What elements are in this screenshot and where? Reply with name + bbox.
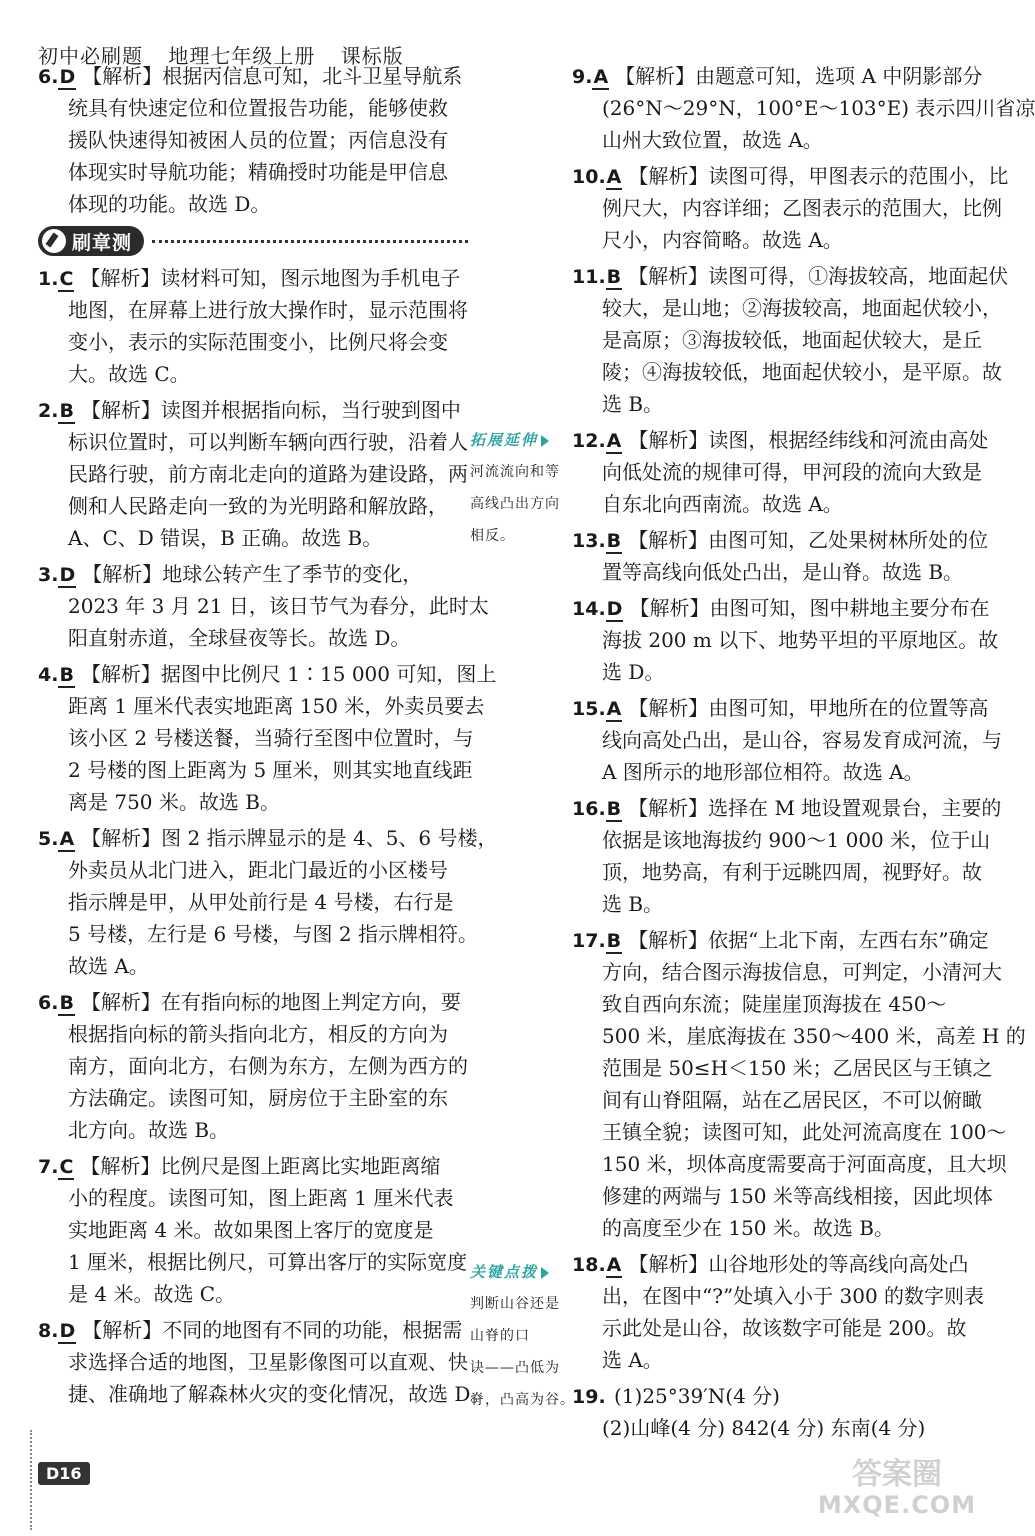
explanation-text: 捷、准确地了解森林火灾的变化情况，故选 D。 — [68, 1382, 491, 1406]
dotted-divider — [152, 240, 468, 243]
answer-line — [38, 786, 468, 818]
answer-item — [38, 1150, 468, 1310]
explanation-text: 【解析】山谷地形处的等高线向高处凸 — [628, 1252, 969, 1276]
answer-item — [572, 160, 1009, 256]
answer-line — [572, 160, 1009, 192]
sidenote-line: 诀——凸低为 — [470, 1360, 560, 1376]
page-edge-dots — [30, 1430, 32, 1530]
answer-line — [572, 1116, 1007, 1148]
pen-icon — [42, 229, 66, 253]
answer-line — [572, 1312, 982, 1344]
explanation-text: 离是 750 米。故选 B。 — [68, 790, 280, 814]
answer-choice: A — [606, 1254, 622, 1276]
sidenote-line: 相反。 — [470, 528, 515, 544]
explanation-text: 修建的两端与 150 米等高线相接，因此坝体 — [602, 1184, 993, 1208]
answer-line — [572, 656, 982, 688]
question-number — [572, 161, 628, 193]
explanation-text: 向低处流的规律可得，甲河段的流向大致是 — [602, 460, 982, 484]
explanation-text: 该小区 2 号楼送餐，当骑行至图中位置时，与 — [68, 726, 474, 750]
answer-line — [572, 724, 1002, 756]
explanation-text: 方法确定。读图可知，厨房位于主卧室的东 — [68, 1086, 448, 1110]
explanation-text: 大。故选 C。 — [68, 362, 190, 386]
header-subject: 地理七年级上册 — [168, 44, 316, 68]
explanation-text: 【解析】由图可知，甲地所在的位置等高 — [628, 696, 989, 720]
answer-line — [38, 986, 468, 1018]
answer-line — [38, 950, 468, 982]
question-number — [572, 1381, 614, 1413]
sidenote-title-text: 拓展延伸 — [470, 431, 539, 449]
answer-line — [572, 1180, 993, 1212]
answer-line — [572, 556, 982, 588]
explanation-text: (2)山峰(4 分) 842(4 分) 东南(4 分) — [602, 1416, 926, 1440]
question-number — [572, 61, 615, 93]
sidenote-title-text: 关键点拨 — [470, 1263, 539, 1281]
explanation-text: 致自西向东流；陡崖崖顶海拔在 450～ — [602, 992, 947, 1016]
explanation-text: 选 A。 — [602, 1348, 663, 1372]
explanation-text: 【解析】读图并根据指向标，当行驶到图中 — [80, 398, 461, 422]
question-index: 16. — [572, 798, 606, 820]
explanation-text: 间有山脊阻隔，站在乙居民区，不可以俯瞰 — [602, 1088, 982, 1112]
explanation-text: 【解析】图 2 指示牌显示的是 4、5、6 号楼， — [81, 826, 498, 850]
answer-line — [572, 456, 982, 488]
answer-line — [38, 60, 468, 92]
answer-line — [572, 692, 989, 724]
question-number — [38, 395, 81, 427]
explanation-text: 方向，结合图示海拔信息，可判定，小清河大 — [602, 960, 1002, 984]
question-index: 2. — [38, 400, 59, 422]
answer-item — [572, 924, 1026, 1244]
answer-item — [38, 986, 468, 1146]
explanation-text: 侧和人民路走向一致的为光明路和解放路， — [68, 494, 448, 518]
explanation-text: 【解析】据图中比例尺 1∶15 000 可知，图上 — [80, 662, 497, 686]
explanation-text: 选 D。 — [602, 660, 665, 684]
answer-line — [572, 192, 1002, 224]
answer-line — [572, 824, 991, 856]
question-index: 7. — [38, 1156, 59, 1178]
question-index: 1. — [38, 268, 59, 290]
explanation-text: 体现实时导航功能；精确授时功能是甲信息 — [68, 160, 448, 184]
explanation-text: 援队快速得知被困人员的位置；丙信息没有 — [68, 128, 448, 152]
sidenote-line: 山脊的口 — [470, 1328, 530, 1344]
answer-line — [38, 92, 468, 124]
explanation-text: 标识位置时，可以判断车辆向西行驶，沿着人 — [68, 430, 468, 454]
answer-choice: D — [59, 1320, 76, 1342]
page-number: D16 — [38, 1462, 90, 1485]
answer-line — [572, 1280, 985, 1312]
explanation-text: 较大，是山地；②海拔较高，地面起伏较小， — [602, 296, 1002, 320]
explanation-text: 尺小，内容简略。故选 A。 — [602, 228, 843, 252]
answer-line — [572, 792, 1002, 824]
answer-line — [572, 924, 989, 956]
answer-line — [38, 490, 468, 522]
answer-choice: B — [606, 798, 622, 820]
sidenote-extension — [470, 424, 570, 552]
question-number — [572, 1249, 628, 1281]
answer-item — [38, 394, 468, 554]
answer-line — [572, 260, 1009, 292]
explanation-text: 南方，面向北方，右侧为东方，左侧为西方的 — [68, 1054, 468, 1078]
sidenote-line: 判断山谷还是 — [470, 1296, 560, 1312]
answer-line — [572, 424, 989, 456]
question-index: 17. — [572, 930, 606, 952]
answer-choice: B — [59, 400, 74, 422]
answer-line — [572, 356, 1002, 388]
answer-line — [572, 956, 1002, 988]
answer-line — [38, 522, 468, 554]
answer-choice: A — [606, 698, 622, 720]
explanation-text: 【解析】读材料可知，图示地图为手机电子 — [80, 266, 461, 290]
answer-choice: B — [606, 930, 622, 952]
answer-line — [38, 1346, 468, 1378]
answer-line — [572, 92, 1035, 124]
explanation-text: 【解析】由题意可知，选项 A 中阴影部分 — [615, 64, 983, 88]
explanation-text: 【解析】读图可得，甲图表示的范围小，比 — [628, 164, 1009, 188]
question-index: 8. — [38, 1320, 59, 1342]
explanation-text: 出，在图中“?”处填入小于 300 的数字则表 — [602, 1284, 985, 1308]
answer-line — [572, 388, 982, 420]
answer-line — [38, 754, 473, 786]
explanation-text: 【解析】依据“上北下南，左西右东”确定 — [628, 928, 989, 952]
explanation-text: 置等高线向低处凸出，是山脊。故选 B。 — [602, 560, 964, 584]
watermark-line1: 答案圈 — [852, 1457, 942, 1492]
answer-line — [572, 292, 1002, 324]
question-index: 10. — [572, 166, 606, 188]
answer-line — [572, 1412, 982, 1444]
explanation-text: 变小，表示的实际范围变小，比例尺将会变 — [68, 330, 448, 354]
explanation-text: 【解析】读图可得，①海拔较高，地面起伏 — [628, 264, 1009, 288]
answer-line — [572, 592, 990, 624]
answer-line — [38, 722, 474, 754]
answer-line — [38, 690, 485, 722]
explanation-text: 体现的功能。故选 D。 — [68, 192, 271, 216]
answer-line — [38, 326, 468, 358]
answer-choice: D — [59, 66, 76, 88]
answer-line — [38, 918, 478, 950]
header-edition: 课标版 — [340, 44, 404, 68]
answer-line — [38, 658, 497, 690]
explanation-text: 距离 1 厘米代表实地距离 150 米，外卖员要去 — [68, 694, 485, 718]
question-number — [38, 1151, 80, 1183]
explanation-text: 是高原；③海拔较低，地面起伏较大，是丘 — [602, 328, 982, 352]
explanation-text: 山州大致位置，故选 A。 — [602, 128, 823, 152]
explanation-text: 选 B。 — [602, 392, 664, 416]
explanation-text: 1 厘米，根据比例尺，可算出客厅的实际宽度 — [68, 1250, 468, 1274]
explanation-text: 5 号楼，左行是 6 号楼，与图 2 指示牌相符。 — [68, 922, 478, 946]
section-label: 刷章测 — [72, 231, 133, 254]
question-number — [572, 593, 629, 625]
explanation-text: 海拔 200 m 以下、地势平坦的平原地区。故 — [602, 628, 999, 652]
question-number — [38, 659, 81, 691]
watermark-line2: MXQE.COM — [817, 1491, 977, 1519]
explanation-text: 【解析】比例尺是图上距离比实地距离缩 — [80, 1154, 441, 1178]
answer-line — [572, 1248, 982, 1280]
answer-line — [38, 1278, 468, 1310]
answer-line — [38, 1246, 468, 1278]
answer-line — [38, 1214, 468, 1246]
question-number — [572, 525, 628, 557]
answer-line — [38, 622, 468, 654]
explanation-text: 线向高处凸出，是山谷，容易发育成河流，与 — [602, 728, 1002, 752]
explanation-text: 统具有快速定位和位置报告功能，能够使救 — [68, 96, 448, 120]
question-number — [572, 925, 628, 957]
answer-choice: C — [59, 268, 74, 290]
answer-line — [38, 188, 468, 220]
question-number — [38, 61, 82, 93]
answer-line — [572, 1212, 982, 1244]
question-index: 18. — [572, 1254, 606, 1276]
explanation-text: 顶，地势高，有利于远眺四周，视野好。故 — [602, 860, 982, 884]
answer-item — [38, 822, 498, 982]
answer-line — [572, 60, 982, 92]
explanation-text: 【解析】读图，根据经纬线和河流由高处 — [628, 428, 989, 452]
explanation-text: 示此处是山谷，故该数字可能是 200。故 — [602, 1316, 967, 1340]
sidenote-title — [470, 424, 570, 456]
explanation-text: 北方向。故选 B。 — [68, 1118, 230, 1142]
answer-choice: A — [59, 828, 75, 850]
answer-line — [572, 1380, 982, 1412]
explanation-text: 选 B。 — [602, 892, 664, 916]
answer-line — [38, 822, 498, 854]
question-index: 12. — [572, 430, 606, 452]
answer-line — [38, 1150, 468, 1182]
sidenote-line: 河流流向和等 — [470, 464, 560, 480]
question-index: 14. — [572, 598, 606, 620]
explanation-text: A、C、D 错误，B 正确。故选 B。 — [68, 526, 383, 550]
explanation-text: 【解析】选择在 M 地设置观景台，主要的 — [628, 796, 1002, 820]
explanation-text: 陵；④海拔较低，地面起伏较小，是平原。故 — [602, 360, 1002, 384]
answer-line — [38, 1378, 491, 1410]
answer-choice: B — [606, 530, 622, 552]
right-column — [572, 60, 1035, 1448]
question-number — [572, 261, 628, 293]
explanation-text: 【解析】根据丙信息可知，北斗卫星导航系 — [82, 64, 463, 88]
question-index: 9. — [572, 66, 593, 88]
answer-line — [38, 1082, 468, 1114]
answer-line — [38, 394, 468, 426]
answer-item — [572, 592, 999, 688]
answer-choice: B — [59, 664, 74, 686]
header-book: 初中必刷题 — [38, 44, 143, 68]
answer-line — [572, 524, 989, 556]
answer-choice: D — [59, 564, 76, 586]
explanation-text: (26°N～29°N，100°E～103°E) 表示四川省凉 — [602, 96, 1035, 120]
answer-item — [572, 792, 1002, 920]
answer-line — [572, 856, 982, 888]
answer-line — [38, 590, 489, 622]
answer-line — [38, 1050, 468, 1082]
answer-line — [38, 1314, 468, 1346]
question-number — [38, 823, 81, 855]
sidenote-title — [470, 1256, 570, 1288]
answer-choice: A — [606, 430, 622, 452]
explanation-text: 【解析】在有指向标的地图上判定方向，要 — [80, 990, 461, 1014]
sidenote-key-tip — [470, 1256, 575, 1416]
question-index: 4. — [38, 664, 59, 686]
explanation-text: 【解析】由图可知，乙处果树林所处的位 — [628, 528, 989, 552]
explanation-text: 故选 A。 — [68, 954, 149, 978]
answer-item — [38, 262, 468, 390]
explanation-text: 王镇全貌；读图可知，此处河流高度在 100～ — [602, 1120, 1007, 1144]
answer-item — [572, 1248, 985, 1376]
explanation-text: 实地距离 4 米。故如果图上客厅的宽度是 — [68, 1218, 434, 1242]
answer-line — [38, 1182, 468, 1214]
explanation-text: 地图，在屏幕上进行放大操作时，显示范围将 — [68, 298, 468, 322]
explanation-text: 指示牌是甲，从甲处前行是 4 号楼，右行是 — [68, 890, 454, 914]
answer-line — [572, 1148, 1007, 1180]
answer-line — [572, 324, 982, 356]
explanation-text: 根据指向标的箭头指向北方，相反的方向为 — [68, 1022, 448, 1046]
explanation-text: 是 4 米。故选 C。 — [68, 1282, 236, 1306]
explanation-text: 求选择合适的地图，卫星影像图可以直观、快 — [68, 1350, 468, 1374]
explanation-text: A 图所示的地形部位相符。故选 A。 — [602, 760, 924, 784]
explanation-text: 2 号楼的图上距离为 5 厘米，则其实地直线距 — [68, 758, 473, 782]
section-heading — [38, 224, 468, 258]
explanation-text: 范围是 50≤H＜150 米；乙居民区与王镇之 — [602, 1056, 993, 1080]
answer-line — [38, 458, 468, 490]
question-index: 13. — [572, 530, 606, 552]
question-index: 3. — [38, 564, 59, 586]
answer-line — [38, 294, 468, 326]
answer-line — [38, 886, 468, 918]
answer-line — [572, 224, 982, 256]
answer-line — [572, 488, 982, 520]
explanation-text: 例尺大，内容详细；乙图表示的范围大，比例 — [602, 196, 1002, 220]
answer-line — [38, 426, 468, 458]
explanation-text: 民路行驶，前方南北走向的道路为建设路，两 — [68, 462, 468, 486]
answer-line — [38, 262, 468, 294]
explanation-text: 2023 年 3 月 21 日，该日节气为春分，此时太 — [68, 594, 489, 618]
answer-choice: A — [606, 166, 622, 188]
answer-line — [38, 156, 468, 188]
left-column — [38, 60, 498, 1414]
question-number — [572, 693, 628, 725]
answer-line — [38, 1018, 468, 1050]
answer-line — [38, 558, 468, 590]
answer-choice: C — [59, 1156, 74, 1178]
answer-item — [572, 424, 989, 520]
explanation-text: 外卖员从北门进入，距北门最近的小区楼号 — [68, 858, 448, 882]
answer-choice: A — [593, 66, 609, 88]
answer-item — [572, 524, 989, 588]
answer-line — [38, 124, 468, 156]
question-index: 6. — [38, 992, 59, 1014]
answer-item — [38, 60, 468, 220]
explanation-text: 小的程度。读图可知，图上距离 1 厘米代表 — [68, 1186, 454, 1210]
question-number — [38, 263, 80, 295]
answer-line — [572, 988, 982, 1020]
question-index: 19. — [572, 1386, 606, 1408]
answer-line — [38, 854, 468, 886]
explanation-text: 【解析】由图可知，图中耕地主要分布在 — [629, 596, 990, 620]
watermark — [812, 1457, 982, 1520]
answer-line — [572, 1020, 1026, 1052]
question-index: 5. — [38, 828, 59, 850]
question-number — [38, 1315, 82, 1347]
answer-choice: B — [59, 992, 74, 1014]
sidenote-line: 脊，凸高为谷。 — [470, 1392, 575, 1408]
answer-choice: D — [606, 598, 623, 620]
answer-line — [572, 1084, 982, 1116]
answer-item — [572, 1380, 982, 1444]
question-index: 11. — [572, 266, 606, 288]
section-badge — [38, 226, 144, 256]
explanation-text: 【解析】地球公转产生了季节的变化， — [82, 562, 423, 586]
explanation-text: 自东北向西南流。故选 A。 — [602, 492, 843, 516]
answer-line — [572, 756, 982, 788]
answer-line — [572, 888, 982, 920]
question-number — [38, 559, 82, 591]
triangle-pointer-icon — [541, 1267, 549, 1279]
question-index: 15. — [572, 698, 606, 720]
question-index: 6. — [38, 66, 59, 88]
answer-item — [38, 658, 497, 818]
answer-line — [38, 358, 468, 390]
answer-line — [38, 1114, 468, 1146]
answer-line — [572, 624, 999, 656]
explanation-text: 150 米，坝体高度需要高于河面高度，且大坝 — [602, 1152, 1007, 1176]
question-number — [572, 425, 628, 457]
question-number — [572, 793, 628, 825]
answer-choice: B — [606, 266, 622, 288]
answer-item — [38, 1314, 491, 1410]
answer-item — [572, 60, 1035, 156]
explanation-text: 依据是该地海拔约 900～1 000 米，位于山 — [602, 828, 991, 852]
triangle-pointer-icon — [541, 435, 549, 447]
explanation-text: 阳直射赤道，全球昼夜等长。故选 D。 — [68, 626, 411, 650]
answer-line — [572, 1052, 993, 1084]
answer-item — [572, 260, 1009, 420]
answer-item — [38, 558, 489, 654]
explanation-text: 【解析】不同的地图有不同的功能，根据需 — [82, 1318, 463, 1342]
question-number — [38, 987, 81, 1019]
sidenote-line: 高线凸出方向 — [470, 496, 560, 512]
explanation-text: 的高度至少在 150 米。故选 B。 — [602, 1216, 894, 1240]
answer-item — [572, 692, 1002, 788]
answer-line — [572, 1344, 982, 1376]
explanation-text: (1)25°39′N(4 分) — [614, 1384, 780, 1408]
explanation-text: 500 米，崖底海拔在 350～400 米，高差 H 的 — [602, 1024, 1026, 1048]
answer-line — [572, 124, 982, 156]
